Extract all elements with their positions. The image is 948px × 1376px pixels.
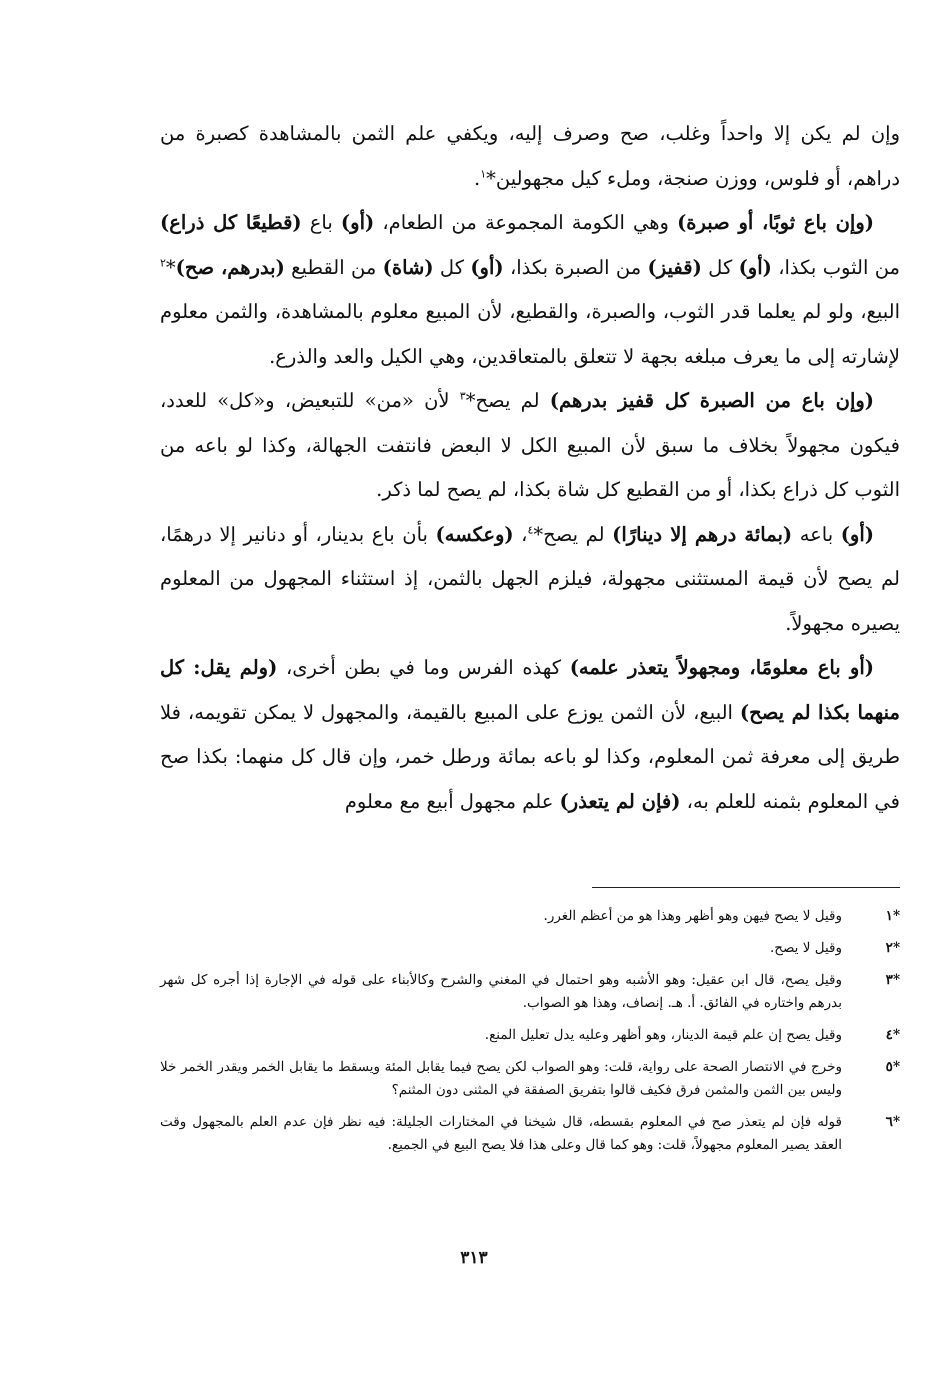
footnote-text: قوله فإن لم يتعذر صح في المعلوم بقسطه، قال شيخنا في المختارات الجليلة: فيه نظر فإن عدم العلم بالمجهول وقت العقد يصير المعلوم مجهولاً، قلت: وهو كما قال وعلى هذا فلا يصح البيع في الجميع. <box>160 1114 842 1153</box>
text-run: كهذه الفرس وما في بطن أخرى، <box>277 656 570 679</box>
footnote-marker: * <box>533 522 544 546</box>
footnote-number: *٤ <box>885 1027 900 1043</box>
text-run: لم يصح <box>543 522 613 546</box>
bold-run: (قفيز) <box>647 255 702 279</box>
bold-run: (قطيعًا كل ذراع) <box>160 211 302 234</box>
footnote-ref: ٤ <box>527 523 534 536</box>
paragraph-2 <box>160 201 900 379</box>
text-run: . <box>474 166 481 190</box>
bold-run: (وإن باع من الصبرة كل قفيز بدرهم) <box>549 389 875 412</box>
footnote-marker: * <box>465 389 476 412</box>
footnote-number: *٣ <box>885 972 900 988</box>
footnote-number: *١ <box>885 908 900 924</box>
text-run: كل <box>701 255 739 279</box>
footnote-text: وخرج في الانتصار الصحة على رواية، قلت: وهو الصواب لكن يصح فيما يقابل المئة ويسقط ما يقابل الخمر ويقدر الخمر خلا وليس بين الثمن والمثمن فرق فكيف قالوا بتفريق الصفقة في المثنى دون المثنم؟ <box>160 1059 842 1098</box>
footnote-ref: ١ <box>480 167 487 180</box>
text-run: من القطيع <box>284 255 383 279</box>
page-number: ٣١٣ <box>460 1248 488 1268</box>
paragraph-4 <box>160 513 900 647</box>
text-run: من الثوب بكذا، <box>771 255 900 279</box>
text-run: من الصبرة بكذا، <box>503 255 648 279</box>
paragraph-1 <box>160 112 900 201</box>
footnote-2 <box>160 937 900 960</box>
footnote-number: *٢ <box>885 940 900 956</box>
text-run: وإن لم يكن إلا واحداً وغلب، صح وصرف إليه، ويكفي علم الثمن بالمشاهدة كصبرة من دراهم، أو فلوس، ووزن صنجة، وملء كيل مجهولين <box>160 122 900 190</box>
footnote-number: *٥ <box>885 1059 900 1075</box>
footnote-1 <box>160 905 900 928</box>
bold-run: (أو) <box>840 522 874 546</box>
footnote-number: *٦ <box>885 1114 900 1130</box>
footnote-4 <box>160 1024 900 1047</box>
paragraph-3 <box>160 379 900 513</box>
text-run: بأن باع بدينار، أو دنانير إلا درهمًا، لم يصح لأن قيمة المستثنى مجهولة، فيلزم الجهل بالثمن، إذ استثناء المجهول من المعلوم يصيره مجهولاً. <box>160 522 900 635</box>
bold-run: (وعكسه) <box>435 522 514 546</box>
text-run: باعه <box>792 522 841 546</box>
text-run: لم يصح <box>475 389 550 412</box>
bold-run: (ولم يقل: كل منهما بكذا لم يصح) <box>160 656 900 724</box>
footnote-text: وقيل يصح إن علم قيمة الدينار، وهو أظهر وعليه يدل تعليل المنع. <box>484 1027 842 1043</box>
footnote-marker: * <box>486 166 496 190</box>
text-run: ، <box>513 522 528 546</box>
footnote-text: وقيل لا يصح فيهن وهو أظهر وهذا هو من أعظم الغرر. <box>543 908 842 924</box>
footnote-3 <box>160 969 900 1015</box>
bold-run: (أو) <box>470 255 504 279</box>
footnote-ref: ٢ <box>160 256 166 269</box>
text-run: باع <box>301 211 341 234</box>
paragraph-5 <box>160 646 900 824</box>
bold-run: (فإن لم يتعذر) <box>559 789 681 813</box>
bold-run: (أو باع معلومًا، ومجهولاً يتعذر علمه) <box>569 656 874 679</box>
text-run: البيع، لأن الثمن يوزع على المبيع بالقيمة، والمجهول لا يمكن تقويمه، فلا طريق إلى معرفة ثمن المعلوم، وكذا لو باعه بمائة ورطل خمر، وإن قال كل منهما: بكذا صح في المعلوم بثمنه للعلم به، <box>160 700 900 813</box>
text-run: علم مجهول أبيع مع معلوم <box>344 789 560 813</box>
footnote-marker: * <box>165 255 176 279</box>
footnote-text: وقيل لا يصح. <box>769 940 842 956</box>
footnote-ref: ٣ <box>459 389 466 403</box>
text-run: كل <box>433 255 471 279</box>
bold-run: (بدرهم، صح) <box>175 255 285 279</box>
footnote-5 <box>160 1056 900 1102</box>
bold-run: (وإن باع ثوبًا، أو صبرة) <box>677 211 874 234</box>
footnotes <box>160 905 900 1166</box>
bold-run: (أو) <box>340 211 375 234</box>
bold-run: (شاة) <box>382 255 434 279</box>
bold-run: (أو) <box>738 255 772 279</box>
text-run: البيع، ولو لم يعلما قدر الثوب، والصبرة، والقطيع، لأن المبيع معلوم بالمشاهدة، والثمن معلوم لإشارته إلى ما يعرف مبلغه بجهة لا تتعلق بالمتعاقدين، وهي الكيل والعد والذرع. <box>160 300 900 368</box>
main-text <box>160 112 900 824</box>
footnote-text: وقيل يصح، قال ابن عقيل: وهو الأشبه وهو احتمال في المغني والشرح وكالأبناء على قوله في الإجارة إذا أجره كل شهر بدرهم واختاره في الفائق. أ. هـ. إنصاف، وهذا هو الصواب. <box>160 972 842 1011</box>
bold-run: (بمائة درهم إلا دينارًا) <box>612 522 793 546</box>
footnote-6 <box>160 1111 900 1157</box>
footnote-divider <box>592 887 900 888</box>
text-run: وهي الكومة المجموعة من الطعام، <box>374 211 678 234</box>
text-run: لأن «من» للتبعيض، و«كل» للعدد، فيكون مجهولاً بخلاف ما سبق لأن المبيع الكل لا البعض فانتفت الجهالة، وكذا لو باعه من الثوب كل ذراع بكذا، أو من القطيع كل شاة بكذا، لم يصح لما ذكر. <box>160 389 900 501</box>
